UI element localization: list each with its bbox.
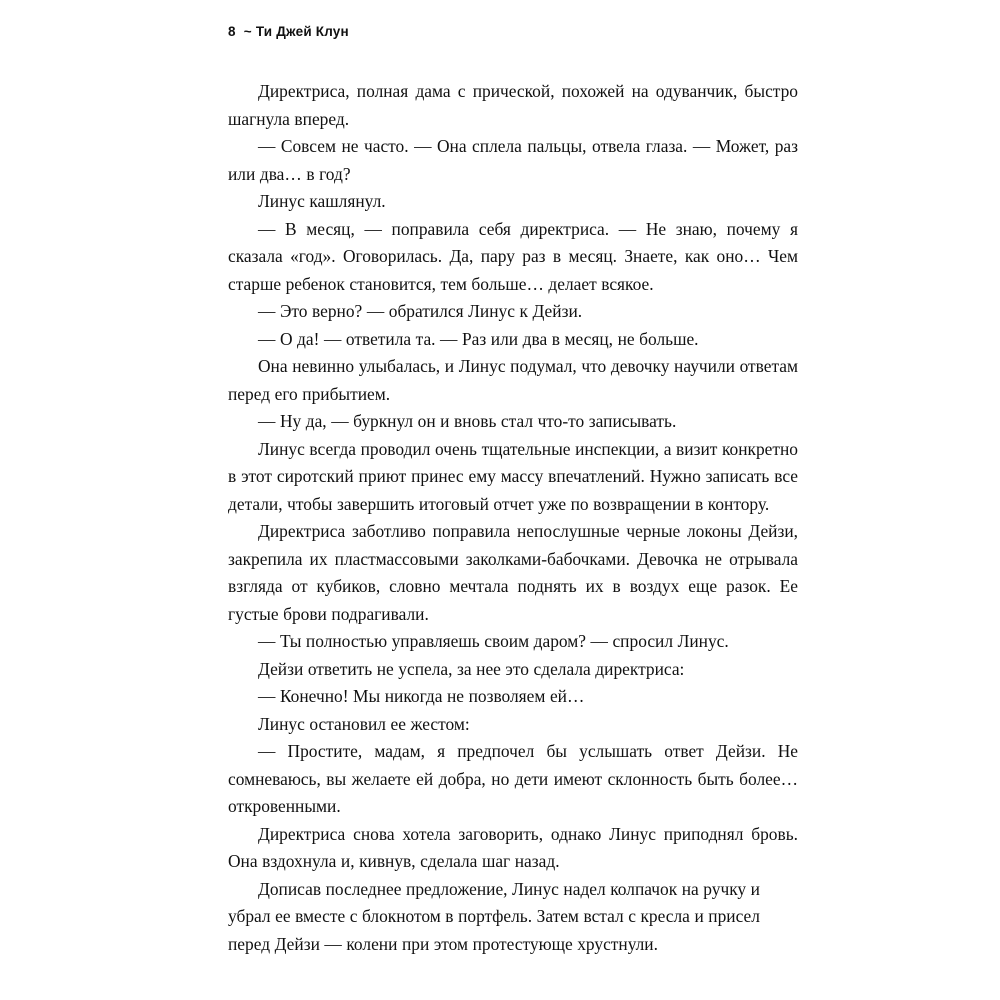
paragraph: — Простите, мадам, я предпочел бы услышать ответ Дейзи. Не сомневаюсь, вы желаете ей добра, но дети имеют склонность быть более… откровенными. bbox=[228, 741, 798, 816]
page-number: 8 bbox=[228, 24, 236, 39]
paragraph: Дейзи ответить не успела, за нее это сделала директриса: bbox=[258, 658, 685, 679]
running-head-separator: ~ bbox=[243, 24, 252, 39]
paragraph: — Ну да, — буркнул он и вновь стал что-то записывать. bbox=[258, 411, 677, 431]
paragraph: Линус кашлянул. bbox=[258, 191, 386, 211]
running-head bbox=[228, 24, 349, 39]
paragraph: Директриса, полная дама с прической, похожей на одуванчик, быстро шагнула вперед. bbox=[228, 81, 798, 129]
paragraph: — О да! — ответила та. — Раз или два в месяц, не больше. bbox=[258, 328, 699, 349]
paragraph: Она невинно улыбалась, и Линус подумал, что девочку научили ответам перед его прибытием. bbox=[228, 356, 798, 404]
paragraph: — Совсем не часто. — Она сплела пальцы, отвела глаза. — Может, раз или два… в год? bbox=[228, 136, 798, 184]
paragraph: Линус всегда проводил очень тщательные инспекции, а визит конкретно в этот сиротский приют принес ему массу впечатлений. Нужно записать все детали, чтобы завершить итоговый отчет уже по возвращении в контору. bbox=[228, 438, 798, 514]
paragraph: — В месяц, — поправила себя директриса. — Не знаю, почему я сказала «год». Оговорилась. Да, пару раз в месяц. Знаете, как оно… Чем старше ребенок становится, тем больше… делает всякое. bbox=[228, 218, 798, 294]
paragraph: — Конечно! Мы никогда не позволяем ей… bbox=[258, 686, 585, 706]
author-name: Ти Джей Клун bbox=[255, 24, 349, 39]
paragraph: Дописав последнее предложение, Линус надел колпачок на ручку и убрал ее вместе с блокнотом в портфель. Затем встал с кресла и присел перед Дейзи — колени при этом протестующе хрустнули. bbox=[228, 878, 760, 954]
paragraph: Директриса заботливо поправила непослушные черные локоны Дейзи, закрепила их пластмассовыми заколками-бабочками. Девочка не отрывала взгляда от кубиков, словно мечтала поднять их в воздух еще разок. Ее густые брови подрагивали. bbox=[228, 521, 798, 624]
body-text bbox=[228, 78, 798, 958]
paragraph: Директриса снова хотела заговорить, однако Линус приподнял бровь. Она вздохнула и, кивнув, сделала шаг назад. bbox=[228, 823, 798, 871]
paragraph: — Это верно? — обратился Линус к Дейзи. bbox=[258, 301, 583, 321]
paragraph: — Ты полностью управляешь своим даром? — спросил Линус. bbox=[258, 631, 729, 651]
paragraph: Линус остановил ее жестом: bbox=[258, 713, 470, 734]
